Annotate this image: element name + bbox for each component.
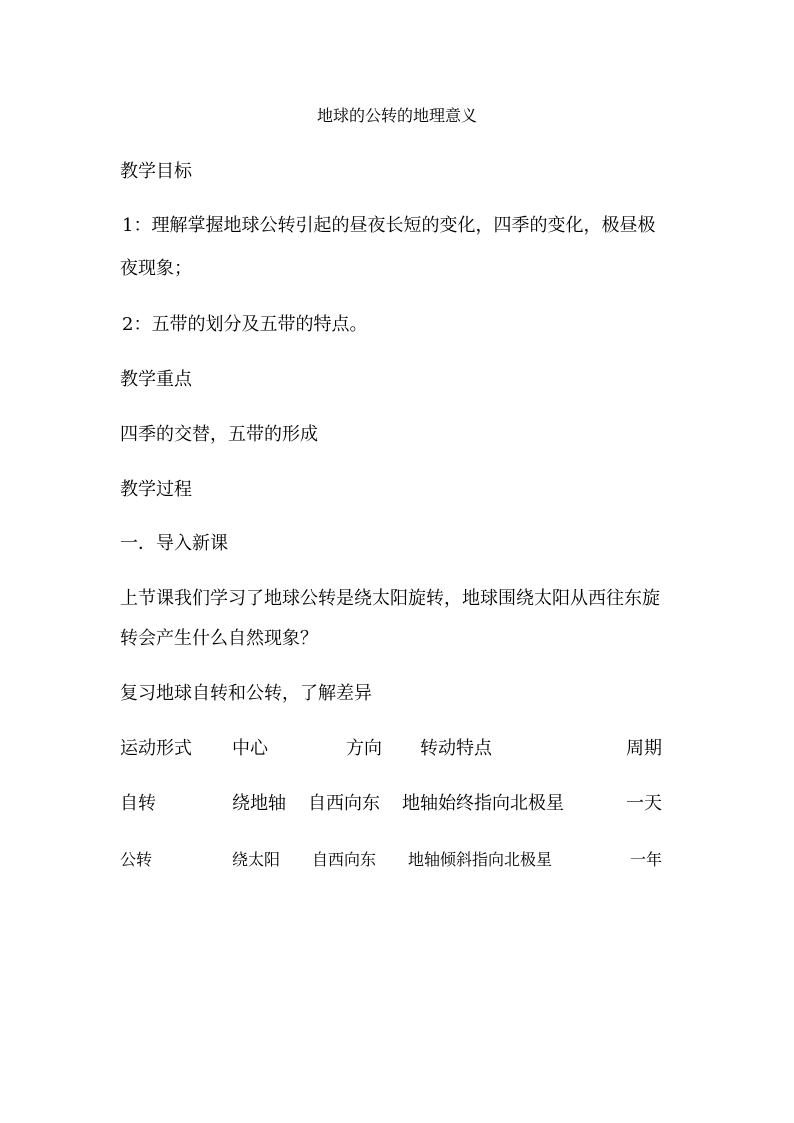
heading-objectives: 教学目标 xyxy=(120,161,192,182)
page-title: 地球的公转的地理意义 xyxy=(316,106,477,125)
heading-process: 教学过程 xyxy=(120,479,192,500)
heading-key-points: 教学重点 xyxy=(120,369,192,390)
intro-line1: 上节课我们学习了地球公转是绕太阳旋转，地球围绕太阳从西往东旋 xyxy=(120,588,660,609)
objective-1-line2: 夜现象； xyxy=(120,258,192,279)
table-header-row xyxy=(0,737,794,761)
table-cell: 地轴倾斜指向北极星 xyxy=(408,850,553,869)
table-row xyxy=(0,848,794,872)
section-1-heading: 一．导入新课 xyxy=(120,533,228,554)
table-cell: 自西向东 xyxy=(312,850,377,869)
table-cell: 绕太阳 xyxy=(232,850,281,869)
objective-1-line1: 1：理解掌握地球公转引起的昼夜长短的变化，四季的变化，极昼极 xyxy=(122,215,656,236)
table-cell: 自转 xyxy=(120,793,156,814)
table-cell: 一年 xyxy=(630,850,663,869)
table-cell: 公转 xyxy=(120,850,153,869)
table-cell: 地轴始终指向北极星 xyxy=(402,793,564,814)
objective-2: 2：五带的划分及五带的特点。 xyxy=(122,314,368,335)
key-points-text: 四季的交替，五带的形成 xyxy=(120,424,318,445)
table-header-cell: 方向 xyxy=(346,738,382,759)
table-header-cell: 中心 xyxy=(232,738,268,759)
table-header-cell: 转动特点 xyxy=(420,738,492,759)
table-row xyxy=(0,792,794,816)
review-line: 复习地球自转和公转，了解差异 xyxy=(120,683,372,704)
table-header-cell: 运动形式 xyxy=(120,738,192,759)
table-cell: 一天 xyxy=(626,793,662,814)
table-header-cell: 周期 xyxy=(626,738,662,759)
table-cell: 自西向东 xyxy=(308,793,380,814)
intro-line2: 转会产生什么自然现象？ xyxy=(120,628,318,649)
table-cell: 绕地轴 xyxy=(232,793,286,814)
